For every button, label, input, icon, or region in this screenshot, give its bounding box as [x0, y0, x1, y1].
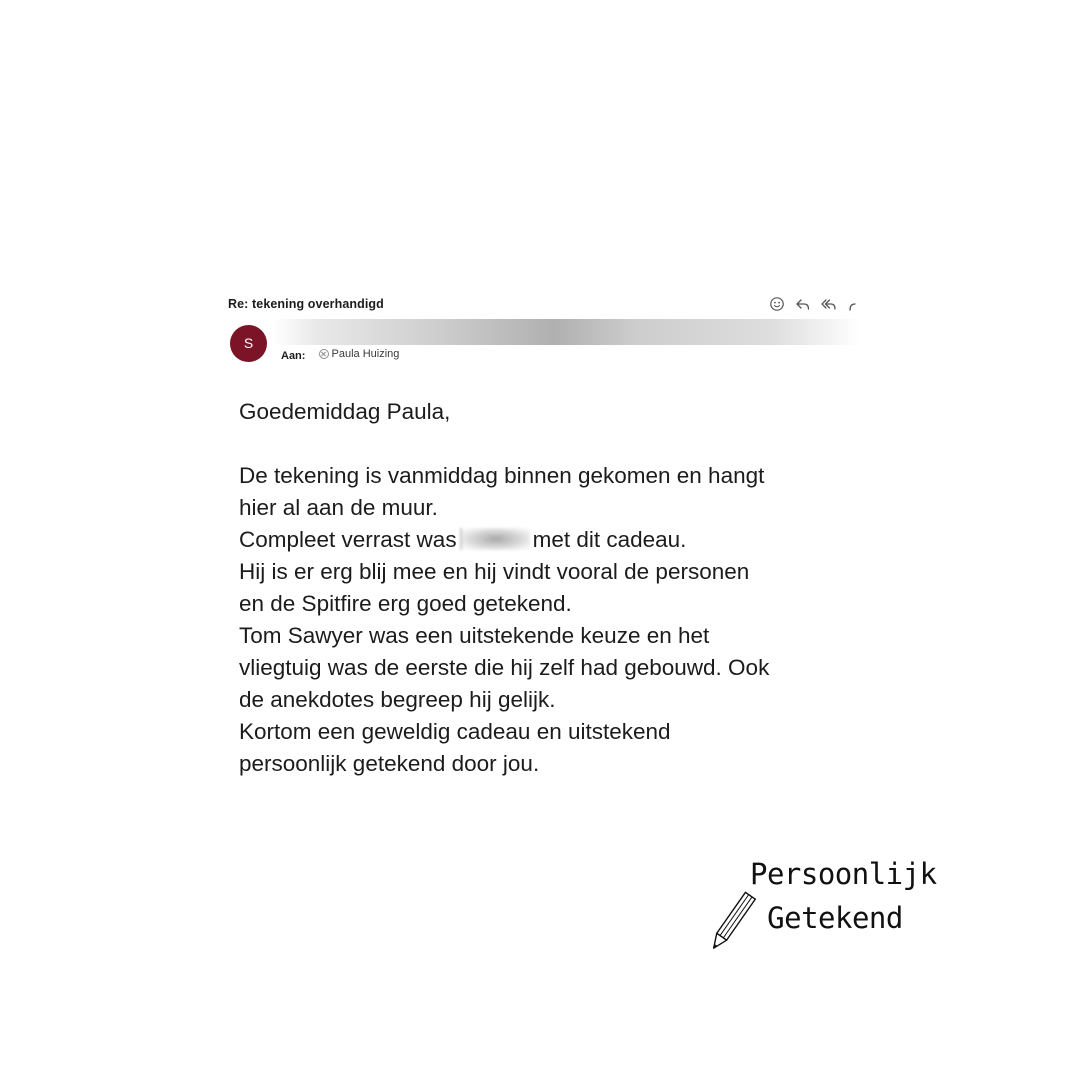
- body-line: hier al aan de muur.: [239, 495, 438, 520]
- recipient-name: Paula Huizing: [331, 348, 400, 360]
- body-line: Hij is er erg blij mee en hij vindt vooral de personen: [239, 559, 750, 584]
- body-line: persoonlijk getekend door jou.: [239, 751, 540, 776]
- caption-line: Persoonlijk: [750, 857, 937, 891]
- remove-recipient-icon[interactable]: [319, 349, 329, 359]
- reply-icon[interactable]: [794, 295, 812, 313]
- to-label: Aan:: [281, 350, 306, 362]
- sender-avatar[interactable]: S: [230, 325, 267, 362]
- reply-all-icon[interactable]: [820, 295, 838, 313]
- email-actions-toolbar: [768, 295, 864, 315]
- body-line: de anekdotes begreep hij gelijk.: [239, 687, 556, 712]
- recipient-chip[interactable]: [319, 348, 400, 360]
- emoji-reaction-icon[interactable]: [768, 295, 786, 313]
- body-line: Tom Sawyer was een uitstekende keuze en het: [239, 623, 710, 648]
- email-body: [239, 396, 859, 791]
- redacted-name: [460, 528, 530, 550]
- body-line: De tekening is vanmiddag binnen gekomen en hangt: [239, 463, 765, 488]
- body-line-cut-off: [239, 780, 859, 791]
- sender-name-redacted: [272, 319, 860, 345]
- caption-line: Getekend: [767, 901, 903, 935]
- body-text: met dit cadeau.: [532, 527, 687, 552]
- caption: [750, 852, 937, 940]
- body-line-with-redaction: [239, 524, 859, 556]
- forward-icon[interactable]: [846, 295, 864, 313]
- body-greeting: Goedemiddag Paula,: [239, 399, 451, 424]
- body-line: Kortom een geweldig cadeau en uitstekend: [239, 719, 671, 744]
- email-subject: Re: tekening overhandigd: [228, 297, 384, 311]
- body-text: Compleet verrast was: [239, 527, 457, 552]
- recipients-row: [281, 348, 399, 362]
- body-line: en de Spitfire erg goed getekend.: [239, 591, 572, 616]
- body-line: vliegtuig was de eerste die hij zelf had gebouwd. Ook: [239, 655, 770, 680]
